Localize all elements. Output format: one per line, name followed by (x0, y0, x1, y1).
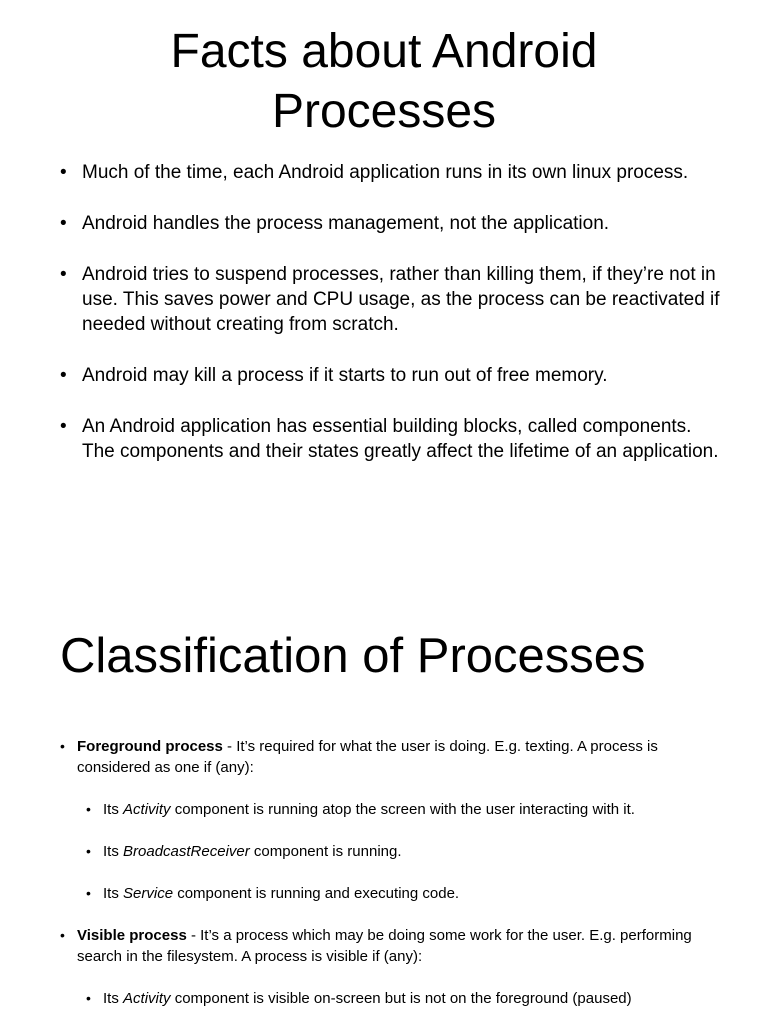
condition-list (77, 988, 700, 1009)
process-type-item (60, 736, 700, 904)
bullet-icon: • (60, 213, 67, 234)
process-type-item (60, 925, 700, 1009)
bullet-icon: • (86, 801, 91, 817)
bullet-icon: • (86, 885, 91, 901)
condition-prefix: Its (103, 801, 124, 818)
fact-text: Android handles the process management, not the application. (82, 213, 610, 234)
condition-text: component is running and executing code. (173, 885, 460, 902)
bullet-icon: • (60, 264, 67, 285)
fact-item (60, 211, 720, 236)
process-type-description: It’s required for what the user is doing. E.g. texting. A process is considered as one if (any): (77, 738, 658, 776)
slide-title: Facts about Android Processes (170, 25, 598, 138)
condition-item (86, 883, 700, 904)
component-name: Activity (123, 801, 171, 818)
fact-text: Android tries to suspend processes, rather than killing them, if they’re not in use. This saves power and CPU usage, as the process can be reactivated if needed without creating from scratch. (82, 264, 720, 335)
condition-item (86, 988, 700, 1009)
process-type-term: Visible process (77, 927, 187, 944)
term-separator: - (186, 927, 201, 944)
condition-list (77, 799, 700, 904)
condition-prefix: Its (103, 843, 124, 860)
condition-text: component is visible on-screen but is not on the foreground (paused) (170, 990, 632, 1007)
component-name: Activity (123, 990, 171, 1007)
bullet-icon: • (60, 162, 67, 183)
fact-item (60, 160, 720, 185)
condition-item (86, 799, 700, 820)
bullet-icon: • (60, 365, 67, 386)
fact-item (60, 262, 720, 337)
component-name: Service (123, 885, 174, 902)
fact-item (60, 363, 720, 388)
condition-prefix: Its (103, 990, 124, 1007)
fact-text: Much of the time, each Android application runs in its own linux process. (82, 162, 689, 183)
bullet-icon: • (60, 416, 67, 437)
bullet-icon: • (86, 990, 91, 1006)
condition-item (86, 841, 700, 862)
condition-text: component is running. (249, 843, 402, 860)
process-type-description: It’s a process which may be doing some work for the user. E.g. performing search in the filesystem. A process is visible if (any): (77, 927, 692, 965)
bullet-icon: • (60, 738, 65, 754)
facts-list (60, 160, 720, 490)
process-type-term: Foreground process (77, 738, 223, 755)
slide-classification (0, 560, 768, 1024)
classification-list (60, 736, 700, 1030)
condition-prefix: Its (103, 885, 124, 902)
slide-title: Classification of Processes (60, 629, 646, 683)
fact-item (60, 414, 720, 464)
term-separator: - (222, 738, 237, 755)
fact-text: Android may kill a process if it starts to run out of free memory. (82, 365, 608, 386)
condition-text: component is running atop the screen with the user interacting with it. (170, 801, 635, 818)
component-name: BroadcastReceiver (123, 843, 250, 860)
bullet-icon: • (86, 843, 91, 859)
bullet-icon: • (60, 927, 65, 943)
fact-text: An Android application has essential building blocks, called components. The components and their states greatly affect the lifetime of an application. (82, 416, 719, 462)
